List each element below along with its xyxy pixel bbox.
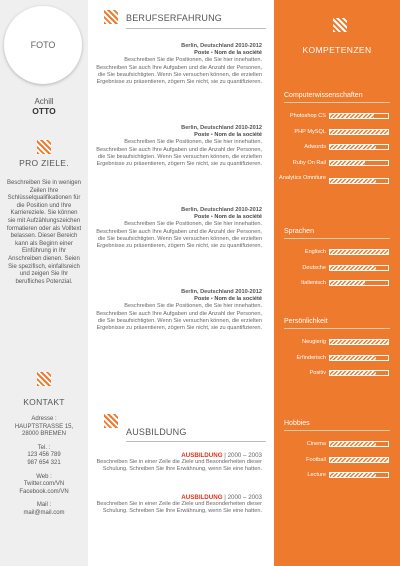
- skill-level-fill: [330, 145, 376, 149]
- web-link[interactable]: Twitter.com/VN: [23, 481, 65, 488]
- skill-level-bar: [329, 144, 389, 150]
- education-years: | 2000 – 2003: [222, 494, 262, 501]
- job-company: Nom de la société: [214, 132, 262, 139]
- skill-level-bar: [329, 178, 389, 184]
- skill-level-bar: [329, 457, 389, 463]
- objective-title: PRO ZIELE.: [19, 158, 69, 168]
- skill-level-bar: [329, 129, 389, 135]
- skill-label: Positiv: [309, 370, 326, 376]
- skill-category-title: Computerwissenschaften: [284, 92, 363, 99]
- skill-category-title: Hobbies: [284, 420, 310, 427]
- skill-category-title: Persönlichkeit: [284, 318, 328, 325]
- job-entry: Berlin, Deutschland 2010-2012 Poste • Nom de la société Beschreiben Sie die Positionen, die Sie hier innehatten. Beschreiben Sie auch Ihre Aufgaben und die Anzahl der Personen, die Sie beaufsichtigten. Wenn Sie versuchen können, die erzielten Ergebnisse zu präsentieren, zögern Sie nicht, sie zu quantifizieren.: [92, 125, 262, 168]
- skill-category-divider: [284, 102, 390, 103]
- skill-level-fill: [330, 130, 388, 134]
- skill-label: PHP MySQL: [294, 128, 326, 135]
- skill-label: Italienisch: [301, 280, 326, 286]
- skill-level-fill: [330, 371, 376, 375]
- job-position: Poste: [194, 214, 210, 221]
- skill-level-fill: [330, 161, 365, 165]
- tel-number[interactable]: 123 456 789: [27, 452, 61, 459]
- skill-level-fill: [330, 442, 376, 446]
- job-description: Beschreiben Sie die Positionen, die Sie hier innehatten. Beschreiben Sie auch Ihre Aufgaben und die Anzahl der Personen, die Sie beaufsichtigten. Wenn Sie versuchen können, die erzielten Ergebnisse zu präsentieren, zögern Sie nicht, sie zu quantifizieren.: [96, 139, 262, 168]
- job-company: Nom de la société: [214, 214, 262, 221]
- skill-level-fill: [330, 179, 376, 183]
- job-location-dates: Berlin, Deutschland 2010-2012: [181, 289, 262, 295]
- education-years: | 2000 – 2003: [222, 452, 262, 459]
- mail-label: Mail :: [36, 502, 52, 509]
- skill-label: Photoshop CS: [289, 113, 326, 119]
- skill-level-fill: [330, 266, 376, 270]
- job-location-dates: Berlin, Deutschland 2010-2012: [181, 207, 262, 213]
- job-company: Nom de la société: [214, 296, 262, 303]
- job-position: Poste: [194, 296, 210, 303]
- skill-level-fill: [330, 114, 374, 118]
- job-position: Poste: [194, 50, 210, 57]
- job-entry: Berlin, Deutschland 2010-2012 Poste • Nom de la société Beschreiben Sie die Positionen, die Sie hier innehatten. Beschreiben Sie auch Ihre Aufgaben und die Anzahl der Personen, die Sie beaufsichtigten. Wenn Sie versuchen können, die erzielten Ergebnisse zu präsentieren, zögern Sie nicht, sie zu quantifizieren.: [92, 289, 262, 332]
- job-company: Nom de la société: [214, 50, 262, 57]
- experience-divider: [126, 28, 266, 29]
- skill-label: Ruby On Rail: [292, 159, 326, 166]
- job-position: Poste: [194, 132, 210, 139]
- tel-label: Tel. :: [37, 444, 51, 451]
- first-name: Achill: [34, 97, 54, 106]
- skill-level-bar: [329, 339, 389, 345]
- skill-label: Adwords: [304, 144, 326, 150]
- education-label: AUSBILDUNG: [181, 494, 223, 501]
- web-label: Web :: [36, 473, 52, 480]
- education-entry: [92, 494, 262, 516]
- skill-label: Lecture: [307, 472, 326, 478]
- skill-label: Football: [306, 456, 326, 463]
- skill-level-fill: [330, 281, 365, 285]
- address-line: 28000 BREMEN: [21, 431, 67, 438]
- experience-title: BERUFSERFAHRUNG: [126, 13, 223, 23]
- skill-level-fill: [330, 356, 376, 360]
- skill-level-bar: [329, 249, 389, 255]
- skill-level-fill: [330, 340, 388, 344]
- contact-title: KONTAKT: [23, 397, 65, 407]
- job-location-dates: Berlin, Deutschland 2010-2012: [181, 43, 262, 49]
- job-location-dates: Berlin, Deutschland 2010-2012: [181, 125, 262, 131]
- last-name: OTTO: [32, 106, 56, 116]
- skill-label: Neugierig: [302, 339, 326, 345]
- skill-level-bar: [329, 113, 389, 119]
- address-line: HAUPTSTRASSE 15,: [14, 423, 74, 430]
- address-label: Adresse :: [31, 416, 57, 422]
- contact-block: [6, 416, 82, 518]
- photo-placeholder: [4, 6, 82, 84]
- skill-label: Erfinderisch: [296, 354, 326, 361]
- job-description: Beschreiben Sie die Positionen, die Sie hier innehatten. Beschreiben Sie auch Ihre Aufgaben und die Anzahl der Personen, die Sie beaufsichtigten. Wenn Sie versuchen können, die erzielten Ergebnisse zu präsentieren, zögern Sie nicht, sie zu quantifizieren.: [96, 57, 262, 86]
- skill-category-title: Sprachen: [284, 228, 314, 235]
- job-entry: Berlin, Deutschland 2010-2012 Poste • Nom de la société Beschreiben Sie die Positionen, die Sie hier innehatten. Beschreiben Sie auch Ihre Aufgaben und die Anzahl der Personen, die Sie beaufsichtigten. Wenn Sie versuchen können, die erzielten Ergebnisse zu präsentieren, zögern Sie nicht, sie zu quantifizieren.: [92, 207, 262, 250]
- skill-level-bar: [329, 472, 389, 478]
- skill-label: Analytics Omniture: [279, 175, 326, 181]
- experience-icon: [104, 10, 118, 24]
- skill-category-divider: [284, 328, 390, 329]
- skill-label: Deutsche: [302, 264, 326, 271]
- skill-level-fill: [330, 458, 388, 462]
- education-description: Beschreiben Sie in einer Zeile die Ziele und Besonderheiten dieser Schulung. Schreiben Sie Ihre Erwähnung, wenn Sie eine hatten.: [96, 459, 262, 473]
- education-divider: [126, 441, 266, 442]
- skill-level-fill: [330, 473, 376, 477]
- skill-level-bar: [329, 265, 389, 271]
- skill-category-divider: [284, 430, 390, 431]
- skills-title: KOMPETENZEN: [302, 45, 372, 55]
- education-icon: [104, 414, 118, 428]
- job-entry: Berlin, Deutschland 2010-2012 Poste • Nom de la société Beschreiben Sie die Positionen, die Sie hier innehatten. Beschreiben Sie auch Ihre Aufgaben und die Anzahl der Personen, die Sie beaufsichtigten. Wenn Sie versuchen können, die erzielten Ergebnisse zu präsentieren, zögern Sie nicht, sie zu quantifizieren.: [92, 43, 262, 86]
- skill-level-bar: [329, 160, 389, 166]
- job-description: Beschreiben Sie die Positionen, die Sie hier innehatten. Beschreiben Sie auch Ihre Aufgaben und die Anzahl der Personen, die Sie beaufsichtigten. Wenn Sie versuchen können, die erzielten Ergebnisse zu präsentieren, zögern Sie nicht, sie zu quantifizieren.: [96, 303, 262, 332]
- skill-label: Cinema: [306, 441, 326, 447]
- objective-text: Beschreiben Sie in wenigen Zeilen Ihre Schlüsselqualifikationen für die Position und Ihre Karriereziele. Sie können sie mit Aufzählungszeichen formatieren oder als Volltext belassen. Dieser Bereich kann als Beginn einer Einführung in Ihr Anschreiben dienen. Seien Sie spezifisch, einfallsreich und zeigen Sie Ihr berufliches Potenzial.: [6, 180, 82, 285]
- skill-level-fill: [330, 250, 388, 254]
- skill-label: Englisch: [304, 249, 326, 255]
- objective-icon: [37, 140, 51, 154]
- job-description: Beschreiben Sie die Positionen, die Sie hier innehatten. Beschreiben Sie auch Ihre Aufgaben und die Anzahl der Personen, die Sie beaufsichtigten. Wenn Sie versuchen können, die erzielten Ergebnisse zu präsentieren, zögern Sie nicht, sie zu quantifizieren.: [96, 221, 262, 250]
- skills-icon: [333, 18, 347, 32]
- skill-category-divider: [284, 238, 390, 239]
- skill-level-bar: [329, 355, 389, 361]
- mail-link[interactable]: mail@mail.com: [23, 509, 65, 516]
- web-link[interactable]: Facebook.com/VN: [19, 488, 69, 495]
- photo-label: FOTO: [30, 40, 56, 50]
- education-label: AUSBILDUNG: [181, 452, 223, 459]
- education-title: AUSBILDUNG: [126, 427, 187, 437]
- skill-level-bar: [329, 370, 389, 376]
- skill-level-bar: [329, 441, 389, 447]
- contact-icon: [37, 372, 51, 386]
- skill-level-bar: [329, 280, 389, 286]
- education-description: Beschreiben Sie in einer Zeile die Ziele und Besonderheiten dieser Schulung. Schreiben Sie Ihre Erwähnung, wenn Sie eine hatten.: [96, 501, 262, 515]
- education-entry: [92, 452, 262, 474]
- tel-number[interactable]: 987 654 321: [27, 459, 61, 466]
